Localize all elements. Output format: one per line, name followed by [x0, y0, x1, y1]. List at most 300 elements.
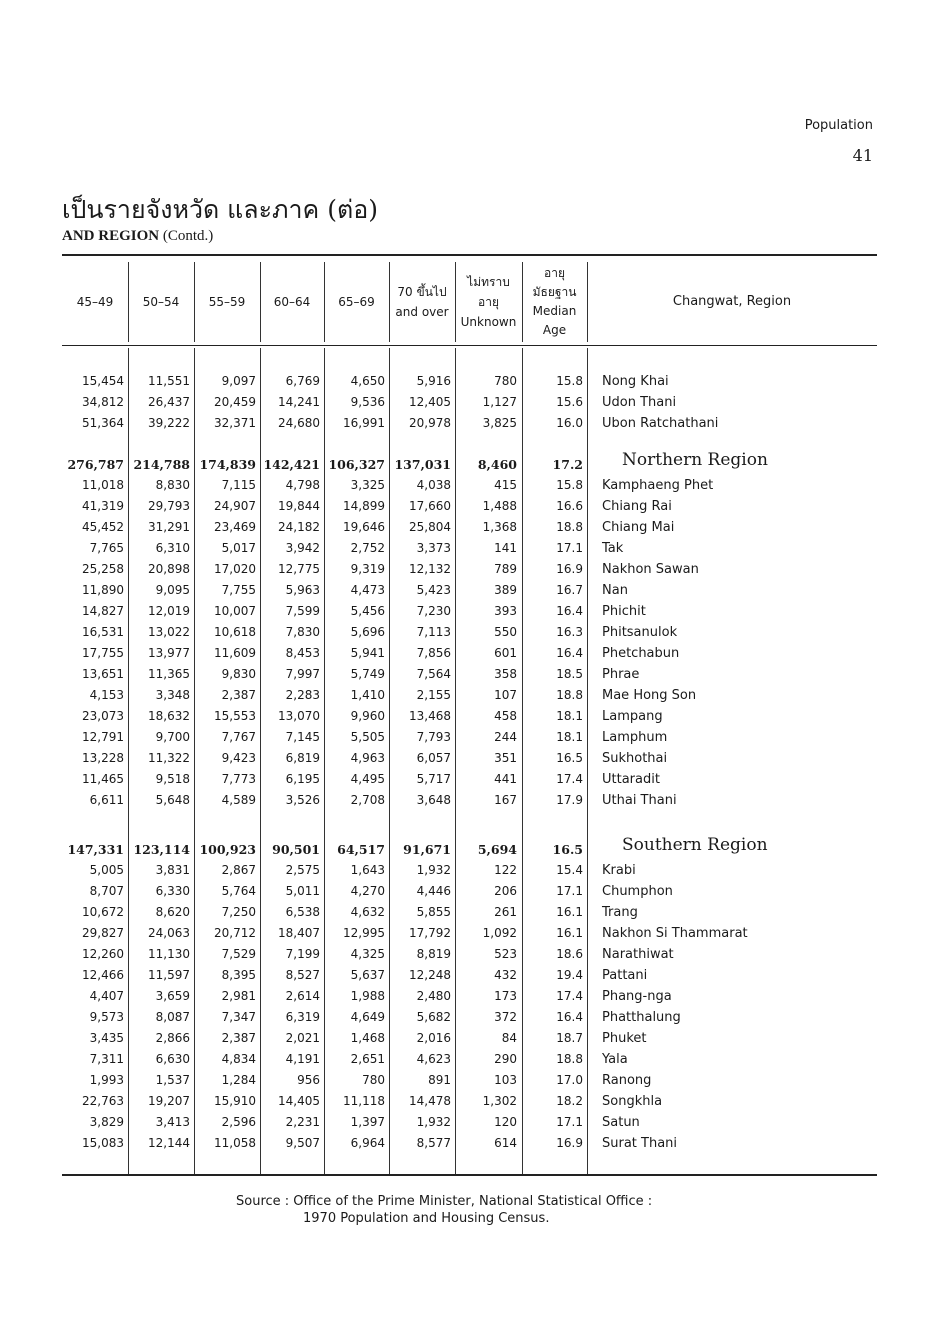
- table-row: [62, 881, 877, 902]
- table-cell: 891: [428, 1073, 451, 1087]
- table-cell: 1,643: [350, 863, 385, 877]
- col-header-thai: อายุ: [544, 266, 565, 280]
- table-cell: 2,231: [285, 1115, 320, 1129]
- table-cell: 12,775: [278, 562, 320, 576]
- table-cell: 142,421: [263, 457, 320, 472]
- header-rule: [62, 345, 877, 346]
- table-title-english: [62, 228, 213, 245]
- table-cell: 23,073: [82, 709, 124, 723]
- table-row: [62, 965, 877, 986]
- table-cell: 16.3: [556, 625, 583, 639]
- table-cell: 18.6: [556, 947, 583, 961]
- table-cell: 1,284: [221, 1073, 256, 1087]
- table-cell: 4,270: [350, 884, 385, 898]
- table-cell: 614: [494, 1136, 517, 1150]
- table-cell: 8,577: [416, 1136, 451, 1150]
- table-cell: 2,021: [285, 1031, 320, 1045]
- table-cell: 3,348: [155, 688, 190, 702]
- table-cell: 601: [494, 646, 517, 660]
- table-cell: 25,258: [82, 562, 124, 576]
- table-cell: 3,526: [285, 793, 320, 807]
- table-cell: 9,095: [155, 583, 190, 597]
- table-cell: 45,452: [82, 520, 124, 534]
- table-cell: 4,495: [350, 772, 385, 786]
- table-cell: 11,322: [148, 751, 190, 765]
- table-cell: 167: [494, 793, 517, 807]
- table-cell: 122: [494, 863, 517, 877]
- changwat-name: Mae Hong Son: [602, 688, 697, 703]
- table-cell: 17,792: [409, 926, 451, 940]
- table-cell: 17.0: [556, 1073, 583, 1087]
- table-cell: 956: [297, 1073, 320, 1087]
- table-cell: 415: [494, 478, 517, 492]
- table-cell: 147,331: [67, 842, 124, 857]
- table-cell: 15,454: [82, 374, 124, 388]
- table-cell: 18.1: [556, 709, 583, 723]
- table-cell: 29,827: [82, 926, 124, 940]
- table-cell: 2,480: [416, 989, 451, 1003]
- changwat-name: Udon Thani: [602, 395, 677, 410]
- col-header-55-59: 55–59: [208, 295, 246, 309]
- table-cell: 393: [494, 604, 517, 618]
- table-cell: 2,283: [285, 688, 320, 702]
- changwat-name: Phang-nga: [602, 989, 672, 1004]
- table-cell: 12,019: [148, 604, 190, 618]
- table-cell: 18.8: [556, 1052, 583, 1066]
- table-cell: 4,407: [89, 989, 124, 1003]
- table-cell: 458: [494, 709, 517, 723]
- table-cell: 25,804: [409, 520, 451, 534]
- table-cell: 12,791: [82, 730, 124, 744]
- table-cell: 9,573: [89, 1010, 124, 1024]
- table-cell: 2,651: [350, 1052, 385, 1066]
- table-cell: 2,387: [221, 688, 256, 702]
- table-cell: 3,659: [155, 989, 190, 1003]
- table-cell: 173: [494, 989, 517, 1003]
- table-cell: 7,347: [221, 1010, 256, 1024]
- table-row: [62, 1007, 877, 1028]
- table-cell: 12,144: [148, 1136, 190, 1150]
- table-cell: 16,531: [82, 625, 124, 639]
- table-cell: 6,630: [155, 1052, 190, 1066]
- table-cell: 41,319: [82, 499, 124, 513]
- table-cell: 29,793: [148, 499, 190, 513]
- table-cell: 14,827: [82, 604, 124, 618]
- table-cell: 1,932: [416, 1115, 451, 1129]
- table-row: [62, 769, 877, 790]
- table-cell: 7,830: [285, 625, 320, 639]
- table-row: [62, 371, 877, 392]
- table-cell: 19.4: [556, 968, 583, 982]
- table-row: [62, 475, 877, 496]
- table-cell: 6,964: [350, 1136, 385, 1150]
- table-cell: 4,963: [350, 751, 385, 765]
- table-cell: 523: [494, 947, 517, 961]
- title-english-bold: AND REGION: [62, 228, 160, 244]
- table-cell: 20,712: [214, 926, 256, 940]
- table-cell: 7,755: [221, 583, 256, 597]
- table-cell: 8,527: [285, 968, 320, 982]
- table-cell: 5,963: [285, 583, 320, 597]
- table-cell: 2,614: [285, 989, 320, 1003]
- table-cell: 10,007: [214, 604, 256, 618]
- table-cell: 11,058: [214, 1136, 256, 1150]
- table-cell: 9,830: [221, 667, 256, 681]
- changwat-name: Chiang Rai: [602, 499, 672, 514]
- changwat-name: Phatthalung: [602, 1010, 681, 1025]
- title-english-rest: (Contd.): [159, 228, 214, 244]
- table-cell: 10,672: [82, 905, 124, 919]
- table-cell: 141: [494, 541, 517, 555]
- col-header-english: Unknown: [460, 315, 517, 329]
- table-row: [62, 706, 877, 727]
- changwat-name: Nakhon Si Thammarat: [602, 926, 748, 941]
- table-cell: 16.9: [556, 562, 583, 576]
- table-row: [62, 496, 877, 517]
- table-cell: 6,057: [416, 751, 451, 765]
- table-row: [62, 1091, 877, 1112]
- table-cell: 107: [494, 688, 517, 702]
- table-cell: 2,596: [221, 1115, 256, 1129]
- table-cell: 18.2: [556, 1094, 583, 1108]
- table-cell: 3,435: [89, 1031, 124, 1045]
- col-header-thai: มัธยฐาน: [532, 285, 577, 299]
- table-cell: 2,752: [350, 541, 385, 555]
- table-cell: 13,651: [82, 667, 124, 681]
- table-cell: 16.9: [556, 1136, 583, 1150]
- table-cell: 789: [494, 562, 517, 576]
- table-cell: 5,696: [350, 625, 385, 639]
- table-cell: 389: [494, 583, 517, 597]
- table-cell: 19,646: [343, 520, 385, 534]
- table-cell: 9,536: [350, 395, 385, 409]
- table-cell: 18.5: [556, 667, 583, 681]
- table-row: [62, 1112, 877, 1133]
- table-row: [62, 601, 877, 622]
- table-cell: 5,456: [350, 604, 385, 618]
- table-cell: 8,087: [155, 1010, 190, 1024]
- changwat-name: Satun: [602, 1115, 640, 1130]
- table-cell: 6,195: [285, 772, 320, 786]
- table-cell: 18.8: [556, 520, 583, 534]
- table-cell: 7,230: [416, 604, 451, 618]
- col-header-median-age: [522, 262, 587, 342]
- table-cell: 5,916: [416, 374, 451, 388]
- table-cell: 1,092: [482, 926, 517, 940]
- table-cell: 5,005: [89, 863, 124, 877]
- table-cell: 16,991: [343, 416, 385, 430]
- table-cell: 20,978: [409, 416, 451, 430]
- col-header-thai: 70 ขึ้นไป: [397, 285, 447, 299]
- table-cell: 7,199: [285, 947, 320, 961]
- table-cell: 20,459: [214, 395, 256, 409]
- table-row: [62, 986, 877, 1007]
- table-cell: 15.4: [556, 863, 583, 877]
- changwat-name: Tak: [602, 541, 624, 556]
- table-cell: 17.1: [556, 1115, 583, 1129]
- table-cell: 39,222: [148, 416, 190, 430]
- changwat-name: Ubon Ratchathani: [602, 416, 719, 431]
- table-cell: 1,368: [482, 520, 517, 534]
- table-cell: 780: [494, 374, 517, 388]
- col-header-english: Median: [532, 304, 577, 318]
- table-cell: 214,788: [133, 457, 190, 472]
- table-cell: 7,997: [285, 667, 320, 681]
- table-cell: 16.0: [556, 416, 583, 430]
- table-cell: 4,632: [350, 905, 385, 919]
- table-cell: 16.5: [556, 751, 583, 765]
- col-header-45-49: 45–49: [76, 295, 114, 309]
- table-cell: 6,538: [285, 905, 320, 919]
- changwat-name: Uthai Thani: [602, 793, 677, 808]
- table-cell: 32,371: [214, 416, 256, 430]
- col-header-60-64: 60–64: [273, 295, 311, 309]
- table-cell: 9,700: [155, 730, 190, 744]
- table-cell: 15.8: [556, 374, 583, 388]
- changwat-name: Krabi: [602, 863, 636, 878]
- table-cell: 8,395: [221, 968, 256, 982]
- table-cell: 432: [494, 968, 517, 982]
- table-row: [62, 1133, 877, 1154]
- table-cell: 2,866: [155, 1031, 190, 1045]
- table-cell: 11,465: [82, 772, 124, 786]
- table-cell: 11,018: [82, 478, 124, 492]
- table-cell: 6,310: [155, 541, 190, 555]
- table-cell: 17.1: [556, 884, 583, 898]
- table-cell: 7,765: [89, 541, 124, 555]
- table-row: [62, 860, 877, 881]
- table-cell: 14,478: [409, 1094, 451, 1108]
- changwat-name: Phrae: [602, 667, 640, 682]
- table-cell: 8,830: [155, 478, 190, 492]
- table-cell: 7,773: [221, 772, 256, 786]
- table-cell: 7,145: [285, 730, 320, 744]
- table-cell: 18.7: [556, 1031, 583, 1045]
- table-cell: 7,793: [416, 730, 451, 744]
- table-row: [62, 517, 877, 538]
- table-cell: 441: [494, 772, 517, 786]
- table-row: [62, 538, 877, 559]
- table-cell: 5,017: [221, 541, 256, 555]
- table-cell: 15,553: [214, 709, 256, 723]
- table-cell: 1,397: [350, 1115, 385, 1129]
- table-cell: 14,241: [278, 395, 320, 409]
- table-cell: 17,755: [82, 646, 124, 660]
- table-cell: 19,207: [148, 1094, 190, 1108]
- table-cell: 7,250: [221, 905, 256, 919]
- table-cell: 7,767: [221, 730, 256, 744]
- table-cell: 13,977: [148, 646, 190, 660]
- changwat-name: Chumphon: [602, 884, 673, 899]
- col-header-70-over: [389, 262, 455, 342]
- table-row: [62, 902, 877, 923]
- table-row: [62, 1070, 877, 1091]
- population-table: [62, 254, 877, 1176]
- table-cell: 7,115: [221, 478, 256, 492]
- table-cell: 9,319: [350, 562, 385, 576]
- table-cell: 8,620: [155, 905, 190, 919]
- table-cell: 51,364: [82, 416, 124, 430]
- table-cell: 4,650: [350, 374, 385, 388]
- table-cell: 16.7: [556, 583, 583, 597]
- region-name: Northern Region: [622, 450, 768, 470]
- table-cell: 103: [494, 1073, 517, 1087]
- table-cell: 780: [362, 1073, 385, 1087]
- table-cell: 2,575: [285, 863, 320, 877]
- table-cell: 17.2: [552, 457, 583, 472]
- table-cell: 7,599: [285, 604, 320, 618]
- table-cell: 34,812: [82, 395, 124, 409]
- table-cell: 276,787: [67, 457, 124, 472]
- table-cell: 12,132: [409, 562, 451, 576]
- table-cell: 11,890: [82, 583, 124, 597]
- changwat-name: Yala: [602, 1052, 628, 1067]
- table-cell: 9,507: [285, 1136, 320, 1150]
- table-cell: 14,405: [278, 1094, 320, 1108]
- col-header-english: and over: [395, 305, 449, 319]
- table-cell: 6,319: [285, 1010, 320, 1024]
- table-cell: 31,291: [148, 520, 190, 534]
- table-cell: 26,437: [148, 395, 190, 409]
- table-cell: 6,819: [285, 751, 320, 765]
- table-cell: 8,707: [89, 884, 124, 898]
- source-note: Source : Office of the Prime Minister, National Statistical Office :: [236, 1194, 653, 1209]
- changwat-name: Uttaradit: [602, 772, 660, 787]
- table-cell: 24,907: [214, 499, 256, 513]
- table-cell: 5,717: [416, 772, 451, 786]
- table-cell: 16.4: [556, 604, 583, 618]
- col-header-50-54: 50–54: [142, 295, 180, 309]
- table-cell: 17.9: [556, 793, 583, 807]
- table-cell: 9,960: [350, 709, 385, 723]
- table-cell: 1,488: [482, 499, 517, 513]
- table-cell: 14,899: [343, 499, 385, 513]
- table-cell: 4,649: [350, 1010, 385, 1024]
- table-cell: 2,708: [350, 793, 385, 807]
- table-cell: 3,373: [416, 541, 451, 555]
- table-cell: 358: [494, 667, 517, 681]
- table-cell: 290: [494, 1052, 517, 1066]
- table-cell: 4,798: [285, 478, 320, 492]
- table-row: [62, 622, 877, 643]
- table-cell: 11,118: [343, 1094, 385, 1108]
- table-cell: 261: [494, 905, 517, 919]
- table-cell: 1,127: [482, 395, 517, 409]
- changwat-name: Phetchabun: [602, 646, 680, 661]
- col-header-changwat-region: Changwat, Region: [672, 294, 792, 309]
- table-cell: 1,468: [350, 1031, 385, 1045]
- table-cell: 2,016: [416, 1031, 451, 1045]
- table-cell: 4,038: [416, 478, 451, 492]
- table-cell: 4,153: [89, 688, 124, 702]
- changwat-name: Lamphum: [602, 730, 668, 745]
- table-cell: 24,680: [278, 416, 320, 430]
- col-header-thai: อายุ: [478, 295, 499, 309]
- changwat-name: Ranong: [602, 1073, 652, 1088]
- table-cell: 3,325: [350, 478, 385, 492]
- col-header-thai: ไม่ทราบ: [467, 275, 510, 289]
- table-title-thai: เป็นรายจังหวัด และภาค (ต่อ): [62, 195, 378, 224]
- table-cell: 12,260: [82, 947, 124, 961]
- table-row: [62, 685, 877, 706]
- table-cell: 5,648: [155, 793, 190, 807]
- table-row: [62, 559, 877, 580]
- table-cell: 5,764: [221, 884, 256, 898]
- table-cell: 9,097: [221, 374, 256, 388]
- table-cell: 1,993: [89, 1073, 124, 1087]
- page-number: 41: [852, 146, 873, 165]
- table-cell: 123,114: [133, 842, 190, 857]
- table-cell: 15,083: [82, 1136, 124, 1150]
- table-cell: 9,423: [221, 751, 256, 765]
- table-cell: 10,618: [214, 625, 256, 639]
- table-cell: 106,327: [328, 457, 385, 472]
- table-cell: 16.1: [556, 926, 583, 940]
- changwat-name: Nakhon Sawan: [602, 562, 699, 577]
- table-cell: 4,589: [221, 793, 256, 807]
- table-cell: 11,609: [214, 646, 256, 660]
- table-cell: 24,182: [278, 520, 320, 534]
- col-header-65-69: 65–69: [338, 295, 375, 309]
- changwat-name: Narathiwat: [602, 947, 674, 962]
- table-cell: 3,825: [482, 416, 517, 430]
- table-cell: 4,446: [416, 884, 451, 898]
- table-cell: 24,063: [148, 926, 190, 940]
- table-row: [62, 790, 877, 811]
- section-label: Population: [804, 118, 873, 133]
- changwat-name: Pattani: [602, 968, 648, 983]
- table-cell: 16.1: [556, 905, 583, 919]
- table-cell: 120: [494, 1115, 517, 1129]
- table-row: [62, 727, 877, 748]
- table-row: [62, 1049, 877, 1070]
- table-cell: 91,671: [403, 842, 451, 857]
- table-cell: 206: [494, 884, 517, 898]
- table-cell: 174,839: [199, 457, 256, 472]
- table-cell: 15,910: [214, 1094, 256, 1108]
- changwat-name: Nong Khai: [602, 374, 669, 389]
- table-cell: 351: [494, 751, 517, 765]
- table-cell: 5,637: [350, 968, 385, 982]
- table-cell: 1,988: [350, 989, 385, 1003]
- table-cell: 16.4: [556, 646, 583, 660]
- changwat-name: Sukhothai: [602, 751, 668, 766]
- table-cell: 16.6: [556, 499, 583, 513]
- table-cell: 12,995: [343, 926, 385, 940]
- table-cell: 12,405: [409, 395, 451, 409]
- table-cell: 20,898: [148, 562, 190, 576]
- table-cell: 550: [494, 625, 517, 639]
- table-cell: 17.4: [556, 772, 583, 786]
- table-row: [62, 413, 877, 434]
- table-cell: 11,130: [148, 947, 190, 961]
- table-cell: 3,829: [89, 1115, 124, 1129]
- table-cell: 17.1: [556, 541, 583, 555]
- table-cell: 16.4: [556, 1010, 583, 1024]
- table-cell: 84: [501, 1031, 517, 1045]
- region-total-row: [62, 450, 877, 475]
- table-cell: 5,749: [350, 667, 385, 681]
- table-cell: 3,648: [416, 793, 451, 807]
- table-row: [62, 944, 877, 965]
- table-cell: 5,855: [416, 905, 451, 919]
- table-cell: 12,466: [82, 968, 124, 982]
- table-cell: 1,302: [482, 1094, 517, 1108]
- table-cell: 6,330: [155, 884, 190, 898]
- table-cell: 2,387: [221, 1031, 256, 1045]
- table-cell: 64,517: [337, 842, 385, 857]
- table-cell: 6,611: [89, 793, 124, 807]
